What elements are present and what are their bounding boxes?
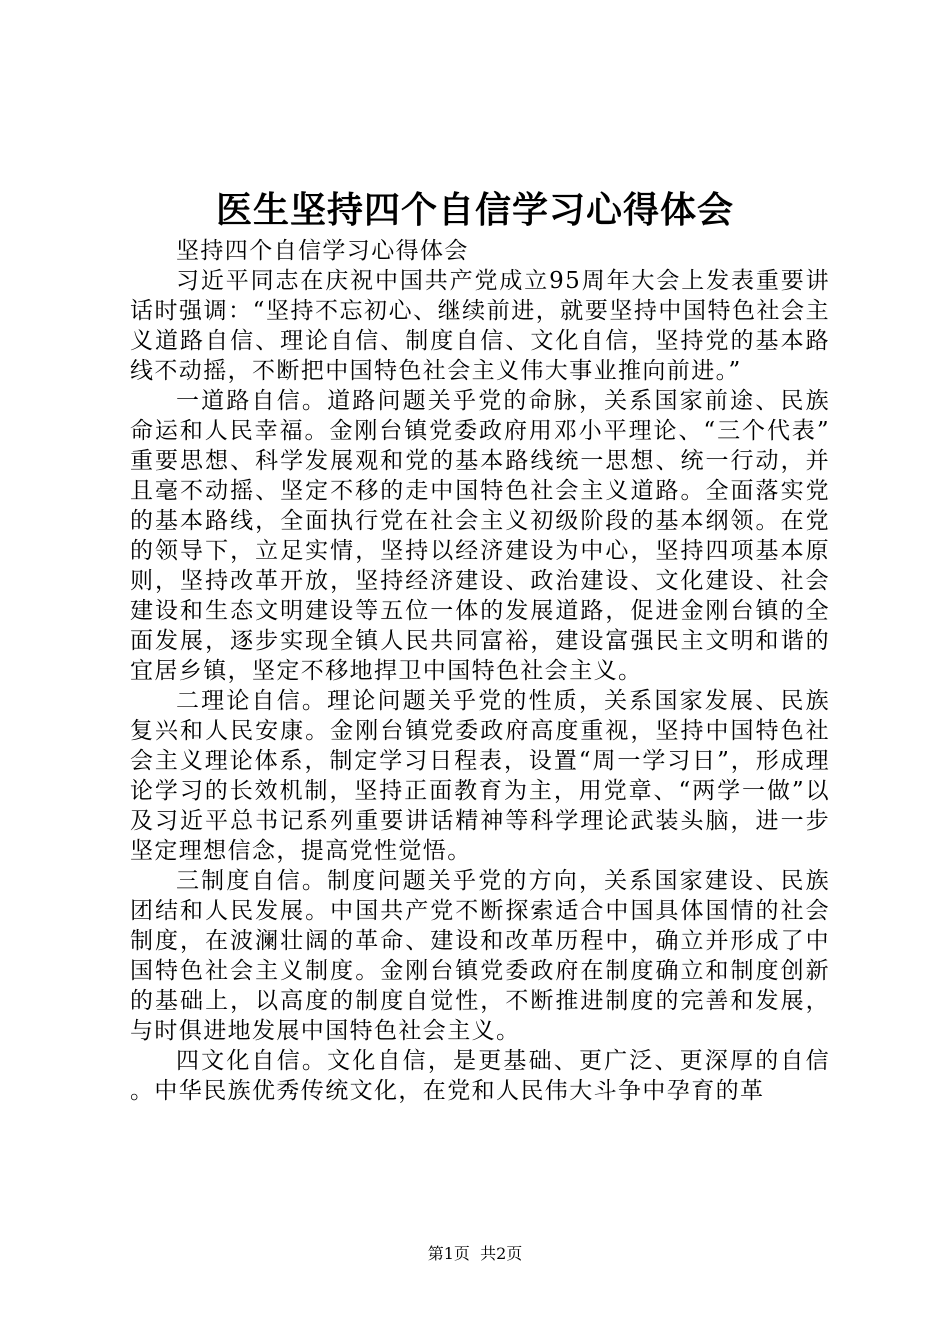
page-number-label: 第1页 共2页 bbox=[427, 1244, 523, 1263]
page-footer bbox=[0, 1244, 950, 1264]
paragraph-road-confidence: 一道路自信。道路问题关乎党的命脉，关系国家前途、民族命运和人民幸福。金刚台镇党委政府用邓小平理论、“三个代表”重要思想、科学发展观和党的基本路线统一思想、统一行动，并且毫不动摇、坚定不移的走中国特色社会主义道路。全面落实党的基本路线，全面执行党在社会主义初级阶段的基本纲领。在党的领导下，立足实情，坚持以经济建设为中心，坚持四项基本原则，坚持改革开放，坚持经济建设、政治建设、文化建设、社会建设和生态文明建设等五位一体的发展道路，促进金刚台镇的全面发展，逐步实现全镇人民共同富裕，建设富强民主文明和谐的宜居乡镇，坚定不移地捍卫中国特色社会主义。 bbox=[130, 388, 830, 684]
paragraph-culture-confidence: 四文化自信。文化自信，是更基础、更广泛、更深厚的自信。中华民族优秀传统文化，在党和人民伟大斗争中孕育的革 bbox=[130, 1048, 830, 1104]
document-title: 医生坚持四个自信学习心得体会 bbox=[215, 189, 734, 231]
paragraph-system-confidence: 三制度自信。制度问题关乎党的方向，关系国家建设、民族团结和人民发展。中国共产党不断探索适合中国具体国情的社会制度，在波澜壮阔的革命、建设和改革历程中，确立并形成了中国特色社会主义制度。金刚台镇党委政府在制度确立和制度创新的基础上，以高度的制度自觉性，不断推进制度的完善和发展，与时俱进地发展中国特色社会主义。 bbox=[130, 868, 830, 1044]
document-body bbox=[130, 236, 830, 1106]
paragraph-subtitle: 坚持四个自信学习心得体会 bbox=[176, 238, 469, 264]
paragraph-intro: 习近平同志在庆祝中国共产党成立95周年大会上发表重要讲话时强调：“坚持不忘初心、继续前进，就要坚持中国特色社会主义道路自信、理论自信、制度自信、文化自信，坚持党的基本路线不动摇，不断把中国特色社会主义伟大事业推向前进。” bbox=[130, 268, 830, 384]
paragraph-theory-confidence: 二理论自信。理论问题关乎党的性质，关系国家发展、民族复兴和人民安康。金刚台镇党委政府高度重视，坚持中国特色社会主义理论体系，制定学习日程表，设置“周一学习日”，形成理论学习的长效机制，坚持正面教育为主，用党章、“两学一做”以及习近平总书记系列重要讲话精神等科学理论武装头脑，进一步坚定理想信念，提高党性觉悟。 bbox=[130, 688, 830, 864]
